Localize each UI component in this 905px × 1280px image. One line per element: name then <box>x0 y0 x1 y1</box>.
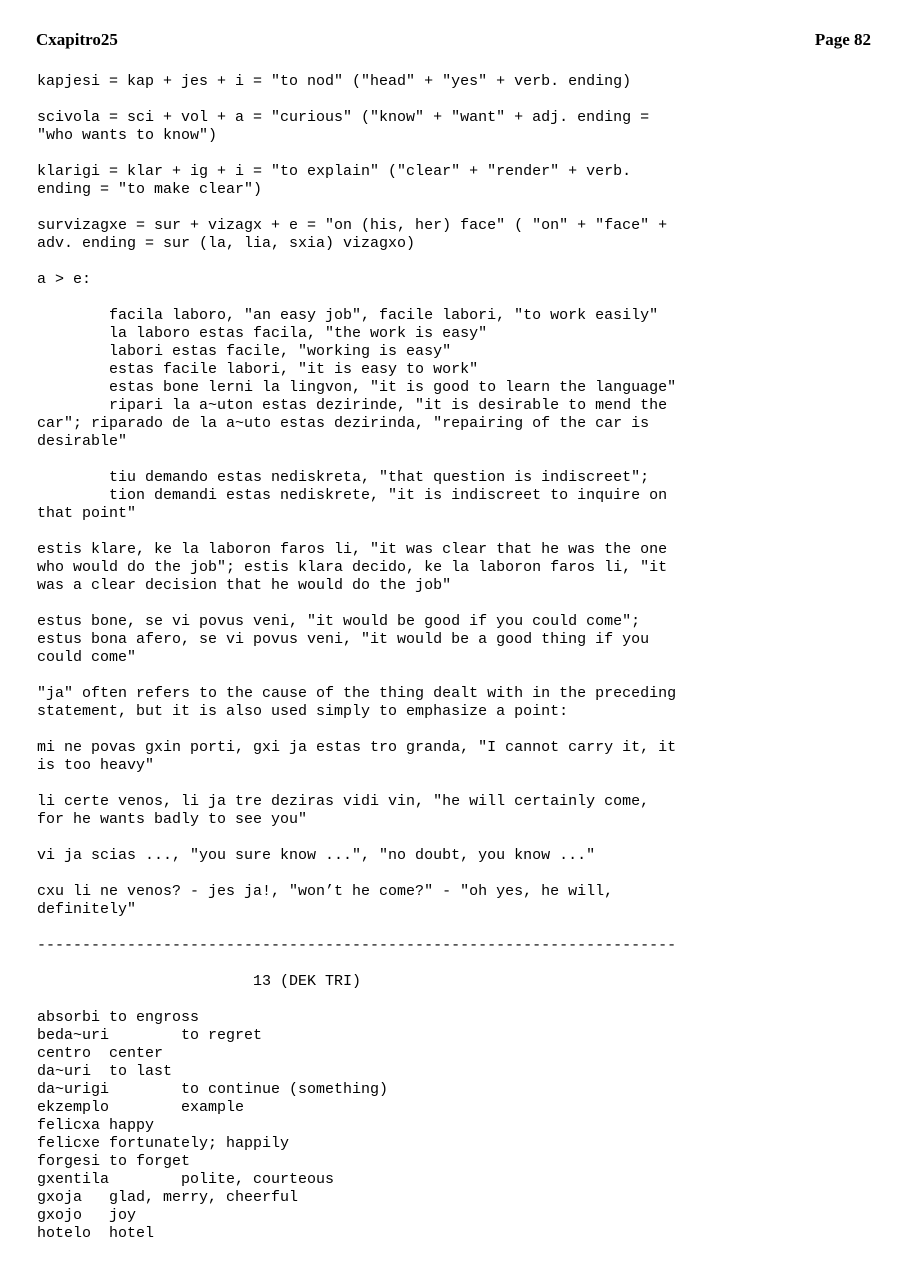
text-line: statement, but it is also used simply to emphasize a point: <box>37 703 569 720</box>
text-line: gxoja glad, merry, cheerful <box>37 1189 299 1206</box>
text-line: who would do the job"; estis klara decido, ke la laboron faros li, "it <box>37 559 668 576</box>
blank-line <box>37 775 877 793</box>
blank-line <box>37 991 877 1009</box>
text-line: adv. ending = sur (la, lia, sxia) vizagxo) <box>37 235 416 252</box>
text-line: for he wants badly to see you" <box>37 811 308 828</box>
text-line: gxojo joy <box>37 1207 137 1224</box>
text-line: estis klare, ke la laboron faros li, "it was clear that he was the one <box>37 541 668 558</box>
text-line: desirable" <box>37 433 128 450</box>
blank-line <box>37 91 877 109</box>
text-line: felicxe fortunately; happily <box>37 1135 290 1152</box>
text-line: that point" <box>37 505 137 522</box>
blank-line <box>37 451 877 469</box>
text-line: is too heavy" <box>37 757 155 774</box>
blank-line <box>37 955 877 973</box>
text-line: ----------------------------------------------------------------------- <box>37 937 677 954</box>
text-line: survizagxe = sur + vizagx + e = "on (his, her) face" ( "on" + "face" + <box>37 217 668 234</box>
text-line: centro center <box>37 1045 164 1062</box>
blank-line <box>37 595 877 613</box>
blank-line <box>37 199 877 217</box>
text-line: labori estas facile, "working is easy" <box>37 343 452 360</box>
text-line: tiu demando estas nediskreta, "that question is indiscreet"; <box>37 469 650 486</box>
text-line: estus bone, se vi povus veni, "it would be good if you could come"; <box>37 613 641 630</box>
text-line: tion demandi estas nediskrete, "it is indiscreet to inquire on <box>37 487 668 504</box>
blank-line <box>37 919 877 937</box>
text-line: gxentila polite, courteous <box>37 1171 335 1188</box>
text-line: beda~uri to regret <box>37 1027 263 1044</box>
page-number: Page 82 <box>814 30 871 49</box>
text-line: la laboro estas facila, "the work is easy" <box>37 325 488 342</box>
text-line: da~uri to last <box>37 1063 173 1080</box>
text-line: "who wants to know") <box>37 127 218 144</box>
text-line: li certe venos, li ja tre deziras vidi vin, "he will certainly come, <box>37 793 650 810</box>
text-line: estas facile labori, "it is easy to work" <box>37 361 479 378</box>
text-line: facila laboro, "an easy job", facile labori, "to work easily" <box>37 307 659 324</box>
text-line: ekzemplo example <box>37 1099 245 1116</box>
text-line: was a clear decision that he would do the job" <box>37 577 452 594</box>
text-line: mi ne povas gxin porti, gxi ja estas tro granda, "I cannot carry it, it <box>37 739 677 756</box>
text-line: ripari la a~uton estas dezirinde, "it is desirable to mend the <box>37 397 668 414</box>
blank-line <box>37 289 877 307</box>
blank-line <box>37 829 877 847</box>
text-line: estus bona afero, se vi povus veni, "it would be a good thing if you <box>37 631 650 648</box>
text-line: a > e: <box>37 271 92 288</box>
text-line: kapjesi = kap + jes + i = "to nod" ("head" + "yes" + verb. ending) <box>37 73 632 90</box>
blank-line <box>37 253 877 271</box>
blank-line <box>37 667 877 685</box>
blank-line <box>37 865 877 883</box>
text-line: klarigi = klar + ig + i = "to explain" ("clear" + "render" + verb. <box>37 163 632 180</box>
text-line: "ja" often refers to the cause of the thing dealt with in the preceding <box>37 685 677 702</box>
text-line: car"; riparado de la a~uto estas dezirinda, "repairing of the car is <box>37 415 650 432</box>
text-line: could come" <box>37 649 137 666</box>
blank-line <box>37 145 877 163</box>
text-line: da~urigi to continue (something) <box>37 1081 389 1098</box>
text-line: definitely" <box>37 901 137 918</box>
text-line: forgesi to forget <box>37 1153 191 1170</box>
text-line: estas bone lerni la lingvon, "it is good to learn the language" <box>37 379 677 396</box>
text-line: 13 (DEK TRI) <box>37 973 362 990</box>
text-line: ending = "to make clear") <box>37 181 263 198</box>
text-line: scivola = sci + vol + a = "curious" ("know" + "want" + adj. ending = <box>37 109 650 126</box>
chapter-title: Cxapitro25 <box>36 30 118 49</box>
text-line: absorbi to engross <box>37 1009 200 1026</box>
blank-line <box>37 523 877 541</box>
blank-line <box>37 721 877 739</box>
page-body <box>37 73 877 1243</box>
text-line: cxu li ne venos? - jes ja!, "won’t he come?" - "oh yes, he will, <box>37 883 614 900</box>
text-line: felicxa happy <box>37 1117 155 1134</box>
text-line: hotelo hotel <box>37 1225 155 1242</box>
text-line: vi ja scias ..., "you sure know ...", "no doubt, you know ..." <box>37 847 596 864</box>
